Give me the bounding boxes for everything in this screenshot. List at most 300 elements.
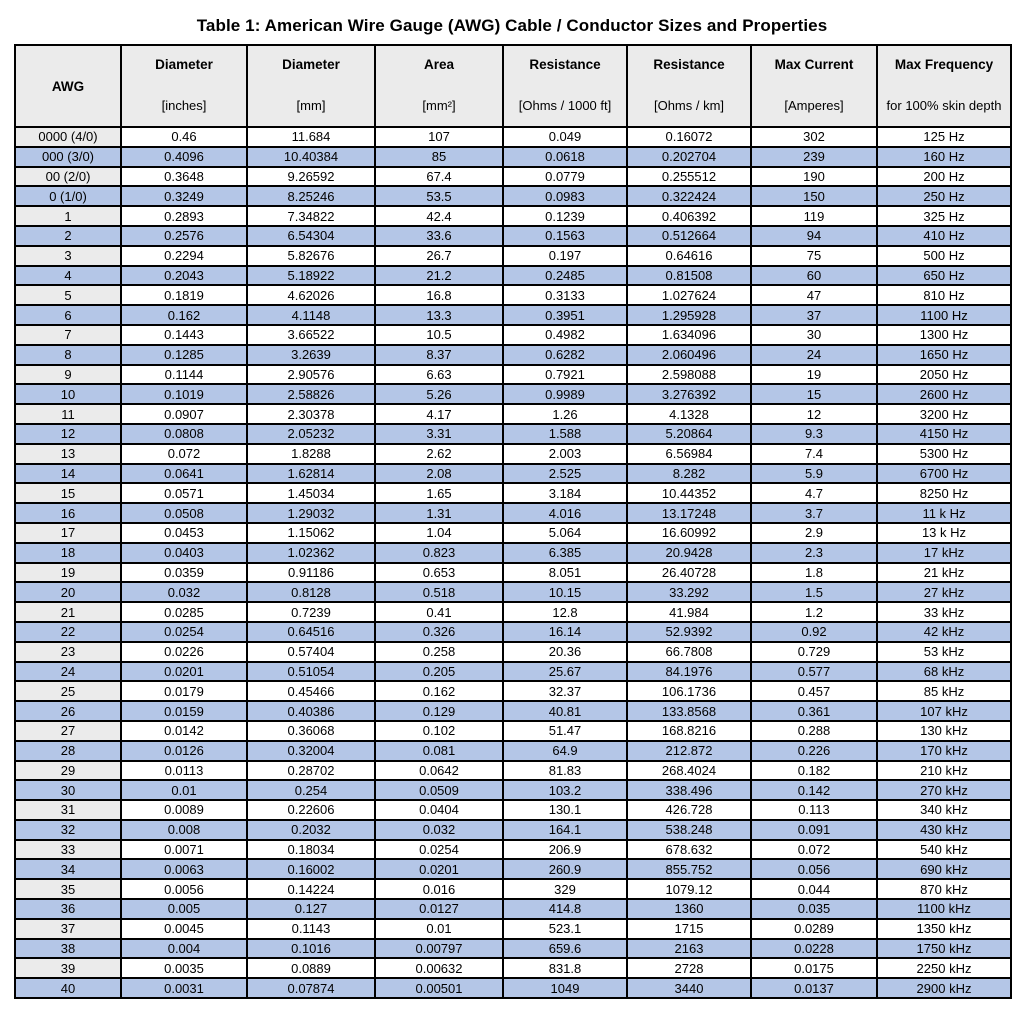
- cell-area: 13.3: [375, 305, 503, 325]
- cell-diameter-mm: 1.45034: [247, 483, 375, 503]
- cell-resistance-1000ft: 40.81: [503, 701, 627, 721]
- cell-max-frequency: 210 kHz: [877, 761, 1011, 781]
- cell-diameter-inches: 0.0254: [121, 622, 247, 642]
- cell-resistance-1000ft: 0.6282: [503, 345, 627, 365]
- cell-resistance-km: 6.56984: [627, 444, 751, 464]
- cell-diameter-mm: 0.14224: [247, 879, 375, 899]
- cell-awg: 17: [15, 523, 121, 543]
- cell-area: 2.08: [375, 464, 503, 484]
- col-header-area: [375, 45, 503, 127]
- cell-max-current: 239: [751, 147, 877, 167]
- cell-resistance-1000ft: 260.9: [503, 859, 627, 879]
- col-header-max-current-unit: [Amperes]: [784, 98, 844, 114]
- cell-area: 53.5: [375, 186, 503, 206]
- awg-table-body: [15, 127, 1011, 998]
- table-row: [15, 444, 1011, 464]
- cell-resistance-1000ft: 1049: [503, 978, 627, 998]
- cell-diameter-inches: 0.0201: [121, 662, 247, 682]
- cell-diameter-mm: 0.254: [247, 780, 375, 800]
- col-header-diameter-mm-unit: [mm]: [296, 98, 326, 114]
- cell-awg: 30: [15, 780, 121, 800]
- table-row: [15, 978, 1011, 998]
- col-header-resistance-km-unit: [Ohms / km]: [653, 98, 725, 114]
- cell-diameter-inches: 0.0907: [121, 404, 247, 424]
- cell-resistance-1000ft: 0.4982: [503, 325, 627, 345]
- cell-area: 0.00797: [375, 939, 503, 959]
- col-header-max-current: [751, 45, 877, 127]
- cell-max-current: 9.3: [751, 424, 877, 444]
- table-row: [15, 325, 1011, 345]
- table-row: [15, 345, 1011, 365]
- cell-max-current: 12: [751, 404, 877, 424]
- cell-diameter-inches: 0.1819: [121, 285, 247, 305]
- table-row: [15, 563, 1011, 583]
- cell-diameter-inches: 0.1443: [121, 325, 247, 345]
- cell-awg: 16: [15, 503, 121, 523]
- cell-max-current: 75: [751, 246, 877, 266]
- cell-diameter-mm: 1.8288: [247, 444, 375, 464]
- cell-max-frequency: 1750 kHz: [877, 939, 1011, 959]
- cell-diameter-mm: 10.40384: [247, 147, 375, 167]
- cell-diameter-inches: 0.0142: [121, 721, 247, 741]
- cell-resistance-km: 268.4024: [627, 761, 751, 781]
- table-row: [15, 958, 1011, 978]
- cell-resistance-km: 33.292: [627, 582, 751, 602]
- cell-max-current: 0.056: [751, 859, 877, 879]
- table-row: [15, 602, 1011, 622]
- cell-max-frequency: 21 kHz: [877, 563, 1011, 583]
- cell-diameter-inches: 0.0045: [121, 919, 247, 939]
- cell-awg: 27: [15, 721, 121, 741]
- cell-resistance-km: 84.1976: [627, 662, 751, 682]
- cell-awg: 33: [15, 840, 121, 860]
- cell-awg: 14: [15, 464, 121, 484]
- cell-awg: 39: [15, 958, 121, 978]
- cell-diameter-mm: 6.54304: [247, 226, 375, 246]
- cell-resistance-km: 0.81508: [627, 266, 751, 286]
- table-row: [15, 780, 1011, 800]
- cell-max-current: 0.226: [751, 741, 877, 761]
- cell-max-frequency: 13 k Hz: [877, 523, 1011, 543]
- cell-max-frequency: 6700 Hz: [877, 464, 1011, 484]
- cell-resistance-1000ft: 3.184: [503, 483, 627, 503]
- cell-resistance-km: 3.276392: [627, 384, 751, 404]
- cell-resistance-1000ft: 64.9: [503, 741, 627, 761]
- cell-resistance-km: 0.64616: [627, 246, 751, 266]
- cell-resistance-1000ft: 12.8: [503, 602, 627, 622]
- table-row: [15, 226, 1011, 246]
- cell-area: 26.7: [375, 246, 503, 266]
- cell-resistance-1000ft: 2.525: [503, 464, 627, 484]
- cell-max-current: 0.0228: [751, 939, 877, 959]
- cell-diameter-inches: 0.0453: [121, 523, 247, 543]
- cell-awg: 20: [15, 582, 121, 602]
- cell-max-frequency: 870 kHz: [877, 879, 1011, 899]
- table-row: [15, 642, 1011, 662]
- cell-resistance-km: 13.17248: [627, 503, 751, 523]
- cell-diameter-inches: 0.2576: [121, 226, 247, 246]
- table-row: [15, 859, 1011, 879]
- cell-max-frequency: 107 kHz: [877, 701, 1011, 721]
- cell-max-frequency: 125 Hz: [877, 127, 1011, 147]
- cell-awg: 0000 (4/0): [15, 127, 121, 147]
- cell-max-current: 0.072: [751, 840, 877, 860]
- cell-area: 0.0127: [375, 899, 503, 919]
- cell-max-frequency: 68 kHz: [877, 662, 1011, 682]
- cell-resistance-1000ft: 0.0618: [503, 147, 627, 167]
- cell-max-current: 94: [751, 226, 877, 246]
- cell-awg: 25: [15, 681, 121, 701]
- col-header-resistance-1000ft-label: Resistance: [529, 57, 601, 73]
- cell-diameter-mm: 9.26592: [247, 167, 375, 187]
- cell-resistance-1000ft: 0.0983: [503, 186, 627, 206]
- cell-resistance-1000ft: 831.8: [503, 958, 627, 978]
- cell-resistance-1000ft: 51.47: [503, 721, 627, 741]
- col-header-max-current-label: Max Current: [774, 57, 854, 73]
- cell-awg: 00 (2/0): [15, 167, 121, 187]
- cell-resistance-km: 1360: [627, 899, 751, 919]
- cell-max-current: 1.8: [751, 563, 877, 583]
- cell-resistance-km: 26.40728: [627, 563, 751, 583]
- cell-max-frequency: 3200 Hz: [877, 404, 1011, 424]
- cell-diameter-mm: 5.18922: [247, 266, 375, 286]
- cell-area: 67.4: [375, 167, 503, 187]
- table-row: [15, 186, 1011, 206]
- cell-diameter-mm: 0.127: [247, 899, 375, 919]
- cell-awg: 8: [15, 345, 121, 365]
- cell-resistance-km: 338.496: [627, 780, 751, 800]
- awg-table: [14, 44, 1012, 999]
- cell-max-current: 119: [751, 206, 877, 226]
- cell-diameter-mm: 0.40386: [247, 701, 375, 721]
- cell-max-current: 2.9: [751, 523, 877, 543]
- table-row: [15, 503, 1011, 523]
- cell-diameter-inches: 0.0063: [121, 859, 247, 879]
- cell-area: 85: [375, 147, 503, 167]
- table-row: [15, 246, 1011, 266]
- cell-diameter-inches: 0.2294: [121, 246, 247, 266]
- cell-area: 0.653: [375, 563, 503, 583]
- cell-diameter-inches: 0.0089: [121, 800, 247, 820]
- cell-diameter-mm: 1.15062: [247, 523, 375, 543]
- cell-diameter-mm: 0.57404: [247, 642, 375, 662]
- cell-awg: 9: [15, 365, 121, 385]
- cell-max-current: 47: [751, 285, 877, 305]
- cell-diameter-mm: 2.58826: [247, 384, 375, 404]
- cell-max-current: 30: [751, 325, 877, 345]
- cell-resistance-km: 0.16072: [627, 127, 751, 147]
- cell-diameter-inches: 0.2893: [121, 206, 247, 226]
- cell-awg: 38: [15, 939, 121, 959]
- cell-diameter-mm: 0.36068: [247, 721, 375, 741]
- table-row: [15, 483, 1011, 503]
- cell-resistance-1000ft: 0.197: [503, 246, 627, 266]
- cell-max-frequency: 2050 Hz: [877, 365, 1011, 385]
- cell-awg: 24: [15, 662, 121, 682]
- table-row: [15, 127, 1011, 147]
- cell-resistance-km: 106.1736: [627, 681, 751, 701]
- cell-area: 0.081: [375, 741, 503, 761]
- cell-diameter-inches: 0.008: [121, 820, 247, 840]
- table-row: [15, 761, 1011, 781]
- cell-max-current: 24: [751, 345, 877, 365]
- col-header-area-unit: [mm²]: [422, 98, 456, 114]
- cell-awg: 5: [15, 285, 121, 305]
- cell-resistance-km: 66.7808: [627, 642, 751, 662]
- cell-resistance-1000ft: 0.2485: [503, 266, 627, 286]
- cell-area: 0.0254: [375, 840, 503, 860]
- cell-diameter-inches: 0.0071: [121, 840, 247, 860]
- cell-max-frequency: 17 kHz: [877, 543, 1011, 563]
- cell-resistance-1000ft: 0.3133: [503, 285, 627, 305]
- table-row: [15, 543, 1011, 563]
- cell-awg: 36: [15, 899, 121, 919]
- cell-resistance-km: 8.282: [627, 464, 751, 484]
- table-row: [15, 662, 1011, 682]
- cell-diameter-inches: 0.0359: [121, 563, 247, 583]
- cell-diameter-mm: 8.25246: [247, 186, 375, 206]
- cell-resistance-1000ft: 329: [503, 879, 627, 899]
- cell-awg: 29: [15, 761, 121, 781]
- cell-diameter-mm: 1.02362: [247, 543, 375, 563]
- cell-diameter-mm: 0.45466: [247, 681, 375, 701]
- cell-max-frequency: 170 kHz: [877, 741, 1011, 761]
- cell-diameter-mm: 2.90576: [247, 365, 375, 385]
- cell-max-frequency: 270 kHz: [877, 780, 1011, 800]
- cell-diameter-mm: 4.62026: [247, 285, 375, 305]
- cell-max-frequency: 53 kHz: [877, 642, 1011, 662]
- cell-diameter-mm: 0.1143: [247, 919, 375, 939]
- table-row: [15, 741, 1011, 761]
- cell-diameter-inches: 0.0508: [121, 503, 247, 523]
- cell-awg: 1: [15, 206, 121, 226]
- cell-max-current: 190: [751, 167, 877, 187]
- cell-diameter-inches: 0.0226: [121, 642, 247, 662]
- cell-resistance-km: 1.027624: [627, 285, 751, 305]
- cell-awg: 31: [15, 800, 121, 820]
- cell-awg: 13: [15, 444, 121, 464]
- cell-diameter-inches: 0.1019: [121, 384, 247, 404]
- cell-resistance-1000ft: 6.385: [503, 543, 627, 563]
- table-row: [15, 840, 1011, 860]
- table-row: [15, 285, 1011, 305]
- table-row: [15, 147, 1011, 167]
- awg-table-header: [15, 45, 1011, 127]
- cell-resistance-km: 2.060496: [627, 345, 751, 365]
- cell-resistance-km: 678.632: [627, 840, 751, 860]
- cell-max-current: 19: [751, 365, 877, 385]
- cell-resistance-1000ft: 0.9989: [503, 384, 627, 404]
- cell-area: 21.2: [375, 266, 503, 286]
- cell-resistance-1000ft: 0.7921: [503, 365, 627, 385]
- cell-diameter-inches: 0.072: [121, 444, 247, 464]
- cell-area: 0.41: [375, 602, 503, 622]
- table-row: [15, 404, 1011, 424]
- cell-resistance-km: 0.202704: [627, 147, 751, 167]
- cell-max-current: 0.113: [751, 800, 877, 820]
- cell-resistance-km: 426.728: [627, 800, 751, 820]
- cell-awg: 15: [15, 483, 121, 503]
- table-row: [15, 899, 1011, 919]
- cell-awg: 2: [15, 226, 121, 246]
- cell-diameter-mm: 7.34822: [247, 206, 375, 226]
- cell-diameter-mm: 0.91186: [247, 563, 375, 583]
- table-row: [15, 266, 1011, 286]
- cell-area: 10.5: [375, 325, 503, 345]
- cell-diameter-mm: 1.62814: [247, 464, 375, 484]
- cell-resistance-1000ft: 5.064: [503, 523, 627, 543]
- cell-diameter-mm: 4.1148: [247, 305, 375, 325]
- cell-max-frequency: 1350 kHz: [877, 919, 1011, 939]
- cell-resistance-km: 855.752: [627, 859, 751, 879]
- cell-awg: 34: [15, 859, 121, 879]
- cell-area: 0.102: [375, 721, 503, 741]
- cell-diameter-inches: 0.1144: [121, 365, 247, 385]
- cell-awg: 6: [15, 305, 121, 325]
- cell-resistance-1000ft: 10.15: [503, 582, 627, 602]
- cell-resistance-1000ft: 81.83: [503, 761, 627, 781]
- cell-max-current: 0.182: [751, 761, 877, 781]
- col-header-max-frequency-unit: for 100% skin depth: [886, 98, 1002, 114]
- cell-awg: 4: [15, 266, 121, 286]
- cell-area: 0.518: [375, 582, 503, 602]
- cell-max-current: 1.5: [751, 582, 877, 602]
- cell-diameter-mm: 2.30378: [247, 404, 375, 424]
- cell-resistance-1000ft: 2.003: [503, 444, 627, 464]
- cell-resistance-km: 0.512664: [627, 226, 751, 246]
- table-row: [15, 384, 1011, 404]
- cell-resistance-km: 52.9392: [627, 622, 751, 642]
- cell-max-frequency: 42 kHz: [877, 622, 1011, 642]
- cell-awg: 32: [15, 820, 121, 840]
- cell-max-frequency: 325 Hz: [877, 206, 1011, 226]
- col-header-awg-label: AWG: [51, 78, 85, 94]
- cell-resistance-1000ft: 164.1: [503, 820, 627, 840]
- cell-area: 2.62: [375, 444, 503, 464]
- cell-diameter-inches: 0.01: [121, 780, 247, 800]
- cell-resistance-km: 4.1328: [627, 404, 751, 424]
- cell-awg: 23: [15, 642, 121, 662]
- cell-resistance-1000ft: 414.8: [503, 899, 627, 919]
- cell-area: 5.26: [375, 384, 503, 404]
- col-header-diameter-mm: [247, 45, 375, 127]
- cell-max-frequency: 2600 Hz: [877, 384, 1011, 404]
- cell-resistance-km: 168.8216: [627, 721, 751, 741]
- cell-max-current: 5.9: [751, 464, 877, 484]
- cell-max-frequency: 1300 Hz: [877, 325, 1011, 345]
- cell-awg: 12: [15, 424, 121, 444]
- cell-resistance-1000ft: 1.588: [503, 424, 627, 444]
- cell-resistance-1000ft: 206.9: [503, 840, 627, 860]
- cell-awg: 28: [15, 741, 121, 761]
- cell-diameter-inches: 0.0126: [121, 741, 247, 761]
- cell-max-frequency: 540 kHz: [877, 840, 1011, 860]
- cell-max-frequency: 1650 Hz: [877, 345, 1011, 365]
- cell-diameter-inches: 0.0641: [121, 464, 247, 484]
- table-row: [15, 167, 1011, 187]
- cell-diameter-mm: 0.07874: [247, 978, 375, 998]
- cell-diameter-mm: 3.2639: [247, 345, 375, 365]
- cell-resistance-1000ft: 1.26: [503, 404, 627, 424]
- cell-max-current: 7.4: [751, 444, 877, 464]
- col-header-max-frequency-label: Max Frequency: [894, 57, 994, 73]
- cell-resistance-1000ft: 0.1563: [503, 226, 627, 246]
- cell-max-current: 0.457: [751, 681, 877, 701]
- cell-max-frequency: 500 Hz: [877, 246, 1011, 266]
- cell-max-current: 4.7: [751, 483, 877, 503]
- table-row: [15, 305, 1011, 325]
- cell-max-frequency: 410 Hz: [877, 226, 1011, 246]
- cell-diameter-inches: 0.162: [121, 305, 247, 325]
- cell-resistance-km: 538.248: [627, 820, 751, 840]
- cell-awg: 22: [15, 622, 121, 642]
- cell-resistance-km: 10.44352: [627, 483, 751, 503]
- table-row: [15, 800, 1011, 820]
- cell-max-current: 0.044: [751, 879, 877, 899]
- cell-resistance-km: 16.60992: [627, 523, 751, 543]
- cell-resistance-km: 0.322424: [627, 186, 751, 206]
- cell-area: 0.326: [375, 622, 503, 642]
- cell-area: 33.6: [375, 226, 503, 246]
- cell-resistance-1000ft: 0.3951: [503, 305, 627, 325]
- cell-area: 0.0404: [375, 800, 503, 820]
- cell-diameter-inches: 0.0159: [121, 701, 247, 721]
- cell-awg: 7: [15, 325, 121, 345]
- table-row: [15, 582, 1011, 602]
- cell-max-frequency: 340 kHz: [877, 800, 1011, 820]
- table-row: [15, 464, 1011, 484]
- cell-resistance-1000ft: 25.67: [503, 662, 627, 682]
- col-header-resistance-km-label: Resistance: [653, 57, 725, 73]
- cell-max-frequency: 650 Hz: [877, 266, 1011, 286]
- table-row: [15, 919, 1011, 939]
- cell-resistance-km: 1.634096: [627, 325, 751, 345]
- cell-max-frequency: 160 Hz: [877, 147, 1011, 167]
- cell-awg: 18: [15, 543, 121, 563]
- cell-max-frequency: 430 kHz: [877, 820, 1011, 840]
- cell-max-current: 0.577: [751, 662, 877, 682]
- cell-resistance-1000ft: 0.1239: [503, 206, 627, 226]
- cell-resistance-1000ft: 8.051: [503, 563, 627, 583]
- cell-diameter-inches: 0.0031: [121, 978, 247, 998]
- table-row: [15, 622, 1011, 642]
- cell-max-current: 0.091: [751, 820, 877, 840]
- cell-max-frequency: 1100 Hz: [877, 305, 1011, 325]
- cell-diameter-mm: 1.29032: [247, 503, 375, 523]
- cell-resistance-1000ft: 32.37: [503, 681, 627, 701]
- cell-max-current: 0.92: [751, 622, 877, 642]
- cell-max-frequency: 27 kHz: [877, 582, 1011, 602]
- cell-max-frequency: 130 kHz: [877, 721, 1011, 741]
- cell-awg: 19: [15, 563, 121, 583]
- col-header-diameter-inches-unit: [inches]: [161, 98, 207, 114]
- cell-diameter-inches: 0.3648: [121, 167, 247, 187]
- col-header-diameter-mm-label: Diameter: [282, 57, 340, 73]
- cell-max-current: 0.142: [751, 780, 877, 800]
- cell-diameter-mm: 0.2032: [247, 820, 375, 840]
- cell-max-frequency: 250 Hz: [877, 186, 1011, 206]
- cell-area: 0.01: [375, 919, 503, 939]
- cell-diameter-inches: 0.0056: [121, 879, 247, 899]
- cell-diameter-mm: 0.7239: [247, 602, 375, 622]
- cell-diameter-inches: 0.46: [121, 127, 247, 147]
- cell-resistance-km: 2728: [627, 958, 751, 978]
- cell-awg: 37: [15, 919, 121, 939]
- cell-diameter-mm: 0.16002: [247, 859, 375, 879]
- cell-diameter-inches: 0.032: [121, 582, 247, 602]
- cell-diameter-inches: 0.1285: [121, 345, 247, 365]
- cell-awg: 11: [15, 404, 121, 424]
